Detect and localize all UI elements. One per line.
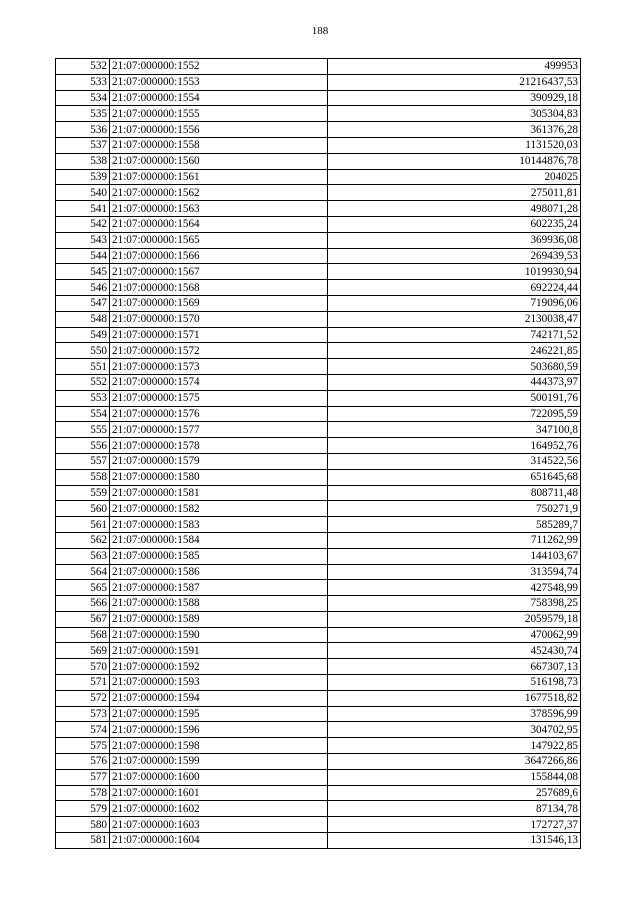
cadastral-number: 21:07:000000:1569 (110, 295, 328, 311)
cadastral-number: 21:07:000000:1593 (110, 675, 328, 691)
table-row (56, 722, 581, 738)
cadastral-value: 314522,56 (328, 453, 581, 469)
cadastral-value: 257689,6 (328, 785, 581, 801)
row-number: 549 (56, 327, 110, 343)
cadastral-number: 21:07:000000:1601 (110, 785, 328, 801)
table-row (56, 264, 581, 280)
row-number: 571 (56, 675, 110, 691)
table-row (56, 137, 581, 153)
cadastral-value: 172727,37 (328, 817, 581, 833)
cadastral-number: 21:07:000000:1594 (110, 690, 328, 706)
table-row (56, 517, 581, 533)
cadastral-number: 21:07:000000:1566 (110, 248, 328, 264)
cadastral-value: 304702,95 (328, 722, 581, 738)
cadastral-number: 21:07:000000:1590 (110, 627, 328, 643)
table-row (56, 216, 581, 232)
table-row (56, 390, 581, 406)
table-row (56, 169, 581, 185)
cadastral-value: 347100,8 (328, 422, 581, 438)
cadastral-number: 21:07:000000:1555 (110, 106, 328, 122)
table-row (56, 359, 581, 375)
table-row (56, 817, 581, 833)
cadastral-number: 21:07:000000:1579 (110, 453, 328, 469)
row-number: 579 (56, 801, 110, 817)
table-row (56, 327, 581, 343)
cadastral-number: 21:07:000000:1565 (110, 232, 328, 248)
cadastral-number: 21:07:000000:1568 (110, 280, 328, 296)
row-number: 568 (56, 627, 110, 643)
table-row (56, 754, 581, 770)
table-row (56, 438, 581, 454)
cadastral-value: 498071,28 (328, 201, 581, 217)
cadastral-number: 21:07:000000:1556 (110, 122, 328, 138)
cadastral-value: 1131520,03 (328, 137, 581, 153)
cadastral-number: 21:07:000000:1574 (110, 374, 328, 390)
cadastral-number: 21:07:000000:1573 (110, 359, 328, 375)
row-number: 538 (56, 153, 110, 169)
cadastral-number: 21:07:000000:1582 (110, 501, 328, 517)
cadastral-value: 722095,59 (328, 406, 581, 422)
row-number: 575 (56, 738, 110, 754)
cadastral-value: 313594,74 (328, 564, 581, 580)
cadastral-number: 21:07:000000:1602 (110, 801, 328, 817)
cadastral-number: 21:07:000000:1558 (110, 137, 328, 153)
cadastral-value: 3647266,86 (328, 754, 581, 770)
cadastral-value: 711262,99 (328, 532, 581, 548)
table-row (56, 343, 581, 359)
cadastral-value: 516198,73 (328, 675, 581, 691)
row-number: 550 (56, 343, 110, 359)
table-row (56, 374, 581, 390)
table-row (56, 564, 581, 580)
cadastral-value: 87134,78 (328, 801, 581, 817)
row-number: 552 (56, 374, 110, 390)
cadastral-number: 21:07:000000:1554 (110, 90, 328, 106)
table-row (56, 485, 581, 501)
cadastral-number: 21:07:000000:1576 (110, 406, 328, 422)
cadastral-number: 21:07:000000:1580 (110, 469, 328, 485)
cadastral-value: 246221,85 (328, 343, 581, 359)
row-number: 560 (56, 501, 110, 517)
table-row (56, 690, 581, 706)
table-row (56, 738, 581, 754)
row-number: 578 (56, 785, 110, 801)
row-number: 537 (56, 137, 110, 153)
table-row (56, 801, 581, 817)
cadastral-value: 808711,48 (328, 485, 581, 501)
cadastral-number: 21:07:000000:1596 (110, 722, 328, 738)
row-number: 570 (56, 659, 110, 675)
cadastral-number: 21:07:000000:1564 (110, 216, 328, 232)
table-row (56, 501, 581, 517)
row-number: 574 (56, 722, 110, 738)
cadastral-number: 21:07:000000:1585 (110, 548, 328, 564)
cadastral-value: 503680,59 (328, 359, 581, 375)
cadastral-number: 21:07:000000:1552 (110, 59, 328, 75)
row-number: 567 (56, 611, 110, 627)
cadastral-value: 147922,85 (328, 738, 581, 754)
row-number: 543 (56, 232, 110, 248)
row-number: 548 (56, 311, 110, 327)
row-number: 573 (56, 706, 110, 722)
cadastral-value: 742171,52 (328, 327, 581, 343)
table-row (56, 706, 581, 722)
row-number: 547 (56, 295, 110, 311)
cadastral-value: 2130038,47 (328, 311, 581, 327)
cadastral-value: 269439,53 (328, 248, 581, 264)
cadastral-value: 692224,44 (328, 280, 581, 296)
table-row (56, 675, 581, 691)
cadastral-value: 164952,76 (328, 438, 581, 454)
cadastral-value: 651645,68 (328, 469, 581, 485)
cadastral-value: 1019930,94 (328, 264, 581, 280)
row-number: 580 (56, 817, 110, 833)
table-row (56, 59, 581, 75)
row-number: 563 (56, 548, 110, 564)
cadastral-value: 585289,7 (328, 517, 581, 533)
table-row (56, 201, 581, 217)
row-number: 551 (56, 359, 110, 375)
cadastral-number: 21:07:000000:1581 (110, 485, 328, 501)
table-row (56, 153, 581, 169)
row-number: 555 (56, 422, 110, 438)
table-row (56, 90, 581, 106)
cadastral-number: 21:07:000000:1592 (110, 659, 328, 675)
cadastral-value: 667307,13 (328, 659, 581, 675)
table-row (56, 611, 581, 627)
table-row (56, 643, 581, 659)
row-number: 566 (56, 596, 110, 612)
row-number: 541 (56, 201, 110, 217)
row-number: 558 (56, 469, 110, 485)
cadastral-value: 2059579,18 (328, 611, 581, 627)
table-row (56, 406, 581, 422)
row-number: 577 (56, 769, 110, 785)
table-row (56, 295, 581, 311)
row-number: 544 (56, 248, 110, 264)
cadastral-value: 204025 (328, 169, 581, 185)
table-row (56, 185, 581, 201)
table-row (56, 785, 581, 801)
table-row (56, 106, 581, 122)
cadastral-number: 21:07:000000:1603 (110, 817, 328, 833)
table-row (56, 596, 581, 612)
cadastral-number: 21:07:000000:1588 (110, 596, 328, 612)
cadastral-number: 21:07:000000:1587 (110, 580, 328, 596)
row-number: 533 (56, 74, 110, 90)
table-row (56, 659, 581, 675)
row-number: 581 (56, 833, 110, 849)
cadastral-number: 21:07:000000:1575 (110, 390, 328, 406)
cadastral-number: 21:07:000000:1560 (110, 153, 328, 169)
row-number: 534 (56, 90, 110, 106)
table-row (56, 248, 581, 264)
table-row (56, 311, 581, 327)
cadastral-number: 21:07:000000:1553 (110, 74, 328, 90)
table-row (56, 532, 581, 548)
cadastral-value: 750271,9 (328, 501, 581, 517)
row-number: 545 (56, 264, 110, 280)
cadastral-value: 10144876,78 (328, 153, 581, 169)
cadastral-value: 361376,28 (328, 122, 581, 138)
row-number: 569 (56, 643, 110, 659)
row-number: 556 (56, 438, 110, 454)
cadastral-number: 21:07:000000:1586 (110, 564, 328, 580)
row-number: 562 (56, 532, 110, 548)
cadastral-value: 427548,99 (328, 580, 581, 596)
table-row (56, 122, 581, 138)
cadastral-number: 21:07:000000:1591 (110, 643, 328, 659)
table-row (56, 627, 581, 643)
cadastral-value: 499953 (328, 59, 581, 75)
table-row (56, 469, 581, 485)
row-number: 576 (56, 754, 110, 770)
cadastral-value: 500191,76 (328, 390, 581, 406)
cadastral-value: 470062,99 (328, 627, 581, 643)
table-row (56, 453, 581, 469)
cadastral-value: 602235,24 (328, 216, 581, 232)
cadastral-number: 21:07:000000:1571 (110, 327, 328, 343)
cadastral-value: 1677518,82 (328, 690, 581, 706)
row-number: 532 (56, 59, 110, 75)
cadastral-value-table (55, 58, 581, 849)
cadastral-number: 21:07:000000:1598 (110, 738, 328, 754)
cadastral-number: 21:07:000000:1599 (110, 754, 328, 770)
cadastral-number: 21:07:000000:1589 (110, 611, 328, 627)
row-number: 542 (56, 216, 110, 232)
row-number: 553 (56, 390, 110, 406)
page-number: 188 (311, 25, 329, 37)
table-row (56, 74, 581, 90)
table-row (56, 769, 581, 785)
cadastral-number: 21:07:000000:1600 (110, 769, 328, 785)
cadastral-number: 21:07:000000:1578 (110, 438, 328, 454)
row-number: 546 (56, 280, 110, 296)
cadastral-number: 21:07:000000:1567 (110, 264, 328, 280)
row-number: 557 (56, 453, 110, 469)
cadastral-number: 21:07:000000:1570 (110, 311, 328, 327)
cadastral-number: 21:07:000000:1563 (110, 201, 328, 217)
cadastral-number: 21:07:000000:1595 (110, 706, 328, 722)
row-number: 539 (56, 169, 110, 185)
cadastral-value: 144103,67 (328, 548, 581, 564)
cadastral-value: 758398,25 (328, 596, 581, 612)
table-row (56, 548, 581, 564)
cadastral-value: 719096,06 (328, 295, 581, 311)
row-number: 565 (56, 580, 110, 596)
cadastral-number: 21:07:000000:1583 (110, 517, 328, 533)
cadastral-number: 21:07:000000:1562 (110, 185, 328, 201)
cadastral-number: 21:07:000000:1584 (110, 532, 328, 548)
cadastral-value: 275011,81 (328, 185, 581, 201)
table-row (56, 833, 581, 849)
table-row (56, 580, 581, 596)
row-number: 561 (56, 517, 110, 533)
cadastral-value: 390929,18 (328, 90, 581, 106)
table-row (56, 280, 581, 296)
cadastral-value: 444373,97 (328, 374, 581, 390)
table-row (56, 232, 581, 248)
table-body (56, 59, 581, 849)
cadastral-value: 305304,83 (328, 106, 581, 122)
table-row (56, 422, 581, 438)
cadastral-value: 452430,74 (328, 643, 581, 659)
cadastral-value: 369936,08 (328, 232, 581, 248)
row-number: 540 (56, 185, 110, 201)
cadastral-number: 21:07:000000:1604 (110, 833, 328, 849)
cadastral-number: 21:07:000000:1572 (110, 343, 328, 359)
cadastral-value: 378596,99 (328, 706, 581, 722)
row-number: 535 (56, 106, 110, 122)
row-number: 536 (56, 122, 110, 138)
row-number: 572 (56, 690, 110, 706)
cadastral-value: 155844,08 (328, 769, 581, 785)
cadastral-value: 21216437,53 (328, 74, 581, 90)
cadastral-number: 21:07:000000:1577 (110, 422, 328, 438)
row-number: 559 (56, 485, 110, 501)
cadastral-value: 131546,13 (328, 833, 581, 849)
cadastral-number: 21:07:000000:1561 (110, 169, 328, 185)
row-number: 554 (56, 406, 110, 422)
row-number: 564 (56, 564, 110, 580)
